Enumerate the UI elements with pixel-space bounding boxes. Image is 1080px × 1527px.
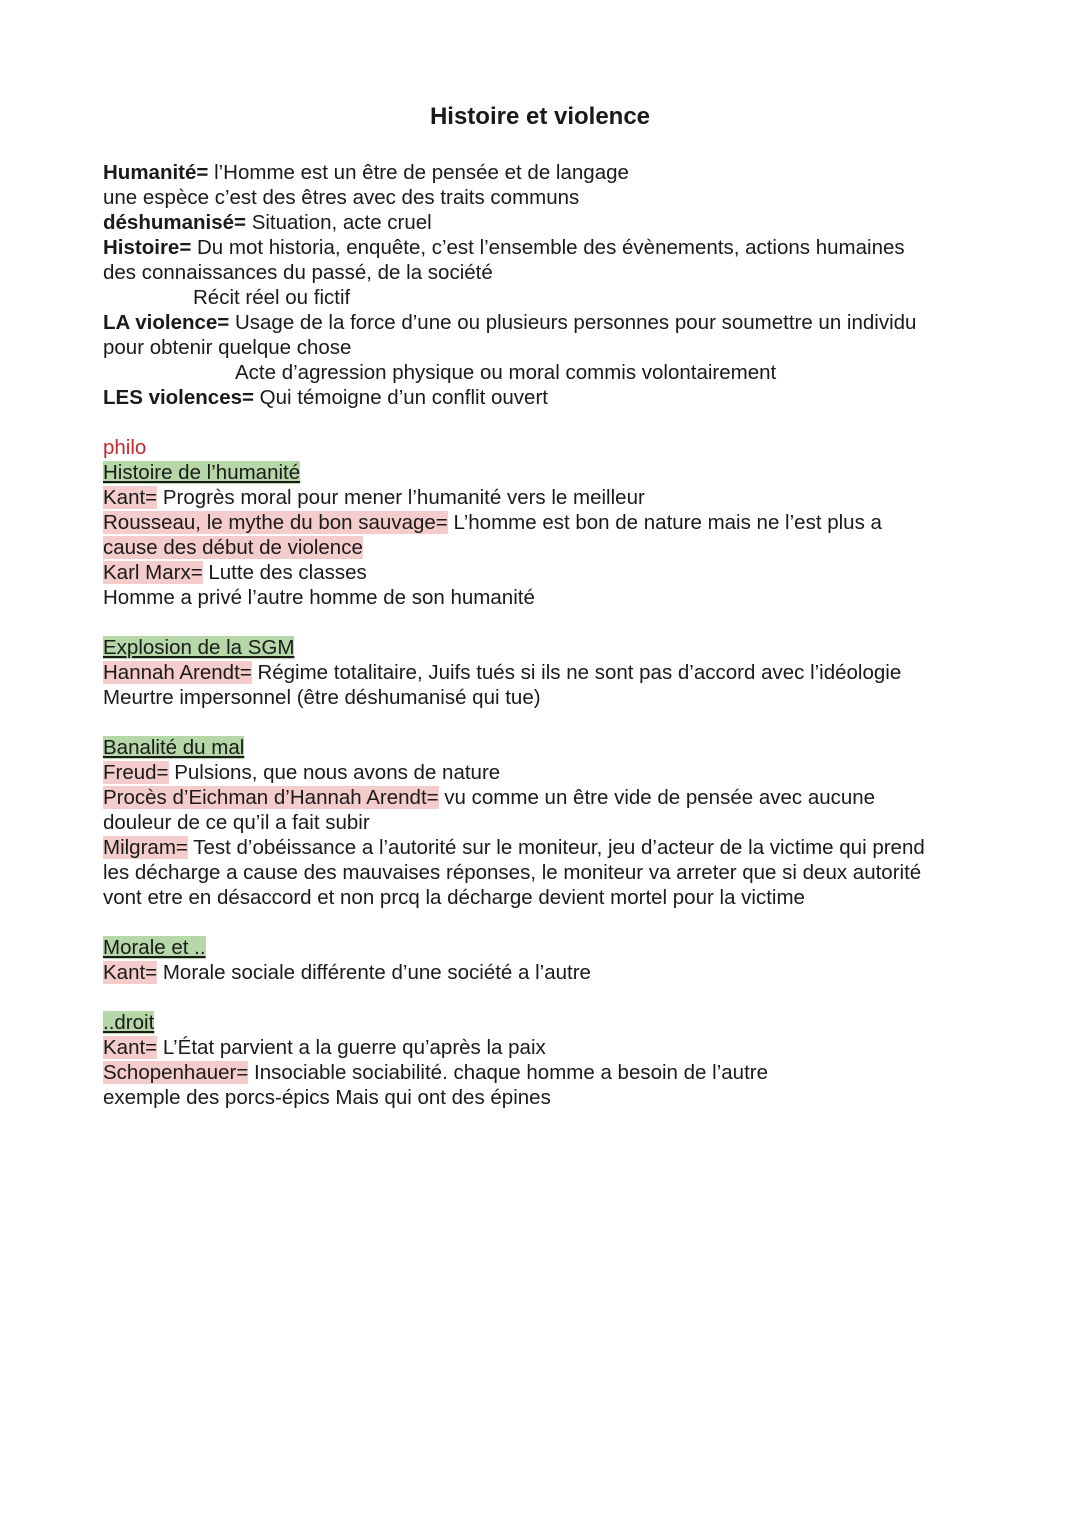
note-text: Insociable sociabilité. chaque homme a besoin de l’autre	[248, 1061, 768, 1084]
note-highlight: Procès d’Eichman d’Hannah Arendt=	[103, 786, 439, 809]
note-line	[103, 810, 1003, 835]
note-text: L’homme est bon de nature mais ne l’est plus a	[447, 511, 882, 534]
note-text: vont etre en désaccord et non prcq la décharge devient mortel pour la victime	[103, 886, 805, 909]
note-highlight: cause des début de violence	[103, 536, 363, 559]
note-text: Homme a privé l’autre homme de son humanité	[103, 586, 535, 609]
definition-text: des connaissances du passé, de la société	[103, 261, 493, 284]
note-text: L’État parvient a la guerre qu’après la paix	[157, 1036, 546, 1059]
definition-line	[103, 335, 1003, 360]
note-line	[103, 885, 1003, 910]
note-highlight: Milgram=	[103, 836, 188, 859]
note-text: Progrès moral pour mener l’humanité vers le meilleur	[157, 486, 645, 509]
definition-line	[103, 385, 1003, 410]
section-heading-text: ..droit	[103, 1011, 155, 1034]
note-line	[103, 1035, 1003, 1060]
definition-term: Humanité=	[103, 161, 209, 184]
definition-text: l’Homme est un être de pensée et de langage	[208, 161, 629, 184]
section-heading	[103, 1010, 1003, 1035]
definition-line	[103, 285, 1003, 310]
section-heading	[103, 935, 1003, 960]
definition-line	[103, 235, 1003, 260]
note-line	[103, 835, 1003, 860]
note-text: vu comme un être vide de pensée avec aucune	[438, 786, 876, 809]
definition-term: LA violence=	[103, 311, 230, 334]
note-highlight: Hannah Arendt=	[103, 661, 252, 684]
definition-line	[103, 310, 1003, 335]
note-text: Meurtre impersonnel (être déshumanisé qui tue)	[103, 686, 541, 709]
note-line	[103, 485, 1003, 510]
definition-line	[103, 160, 1003, 185]
definition-text: pour obtenir quelque chose	[103, 336, 352, 359]
document-body	[103, 160, 1003, 1110]
definition-text: une espèce c’est des êtres avec des traits communs	[103, 186, 580, 209]
note-line	[103, 785, 1003, 810]
note-line	[103, 585, 1003, 610]
note-line	[103, 560, 1003, 585]
section-heading-text: Histoire de l’humanité	[103, 461, 301, 484]
definition-line	[103, 185, 1003, 210]
note-text: Morale sociale différente d’une société a l’autre	[157, 961, 591, 984]
definition-text: Du mot historia, enquête, c’est l’ensemble des évènements, actions humaines	[191, 236, 905, 259]
note-line	[103, 510, 1003, 535]
note-text: Pulsions, que nous avons de nature	[168, 761, 501, 784]
note-highlight: Karl Marx=	[103, 561, 203, 584]
definition-line	[103, 260, 1003, 285]
note-line	[103, 860, 1003, 885]
note-highlight: Kant=	[103, 486, 158, 509]
section-heading-text: Explosion de la SGM	[103, 636, 295, 659]
definition-text: Qui témoigne d’un conflit ouvert	[253, 386, 548, 409]
note-highlight: Freud=	[103, 761, 169, 784]
note-line	[103, 960, 1003, 985]
note-text: douleur de ce qu’il a fait subir	[103, 811, 370, 834]
note-line	[103, 660, 1003, 685]
note-text: exemple des porcs-épics Mais qui ont des épines	[103, 1086, 551, 1109]
note-highlight: Schopenhauer=	[103, 1061, 249, 1084]
note-highlight: Rousseau, le mythe du bon sauvage=	[103, 511, 448, 534]
note-text: Test d’obéissance a l’autorité sur le moniteur, jeu d’acteur de la victime qui prend	[187, 836, 925, 859]
note-highlight: Kant=	[103, 961, 158, 984]
note-text: les décharge a cause des mauvaises réponses, le moniteur va arreter que si deux autorité	[103, 861, 922, 884]
note-text: Régime totalitaire, Juifs tués si ils ne sont pas d’accord avec l’idéologie	[251, 661, 902, 684]
subject-label: philo	[103, 436, 147, 459]
section-heading	[103, 460, 1003, 485]
note-line	[103, 760, 1003, 785]
note-highlight: Kant=	[103, 1036, 158, 1059]
note-text: Lutte des classes	[202, 561, 367, 584]
definition-line	[103, 360, 1003, 385]
page-title: Histoire et violence	[429, 103, 651, 130]
definition-text: Acte d’agression physique ou moral commis volontairement	[235, 361, 777, 384]
section-heading-text: Banalité du mal	[103, 736, 245, 759]
section-heading	[103, 635, 1003, 660]
definition-term: Histoire=	[103, 236, 192, 259]
definition-term: LES violences=	[103, 386, 254, 409]
definition-text: Récit réel ou fictif	[193, 286, 351, 309]
definition-term: déshumanisé=	[103, 211, 246, 234]
note-line	[103, 535, 1003, 560]
section-heading-text: Morale et ..	[103, 936, 206, 959]
definition-text: Situation, acte cruel	[246, 211, 432, 234]
note-line	[103, 1085, 1003, 1110]
note-line	[103, 685, 1003, 710]
note-line	[103, 1060, 1003, 1085]
definition-text: Usage de la force d’une ou plusieurs personnes pour soumettre un individu	[229, 311, 917, 334]
section-heading	[103, 735, 1003, 760]
definition-line	[103, 210, 1003, 235]
